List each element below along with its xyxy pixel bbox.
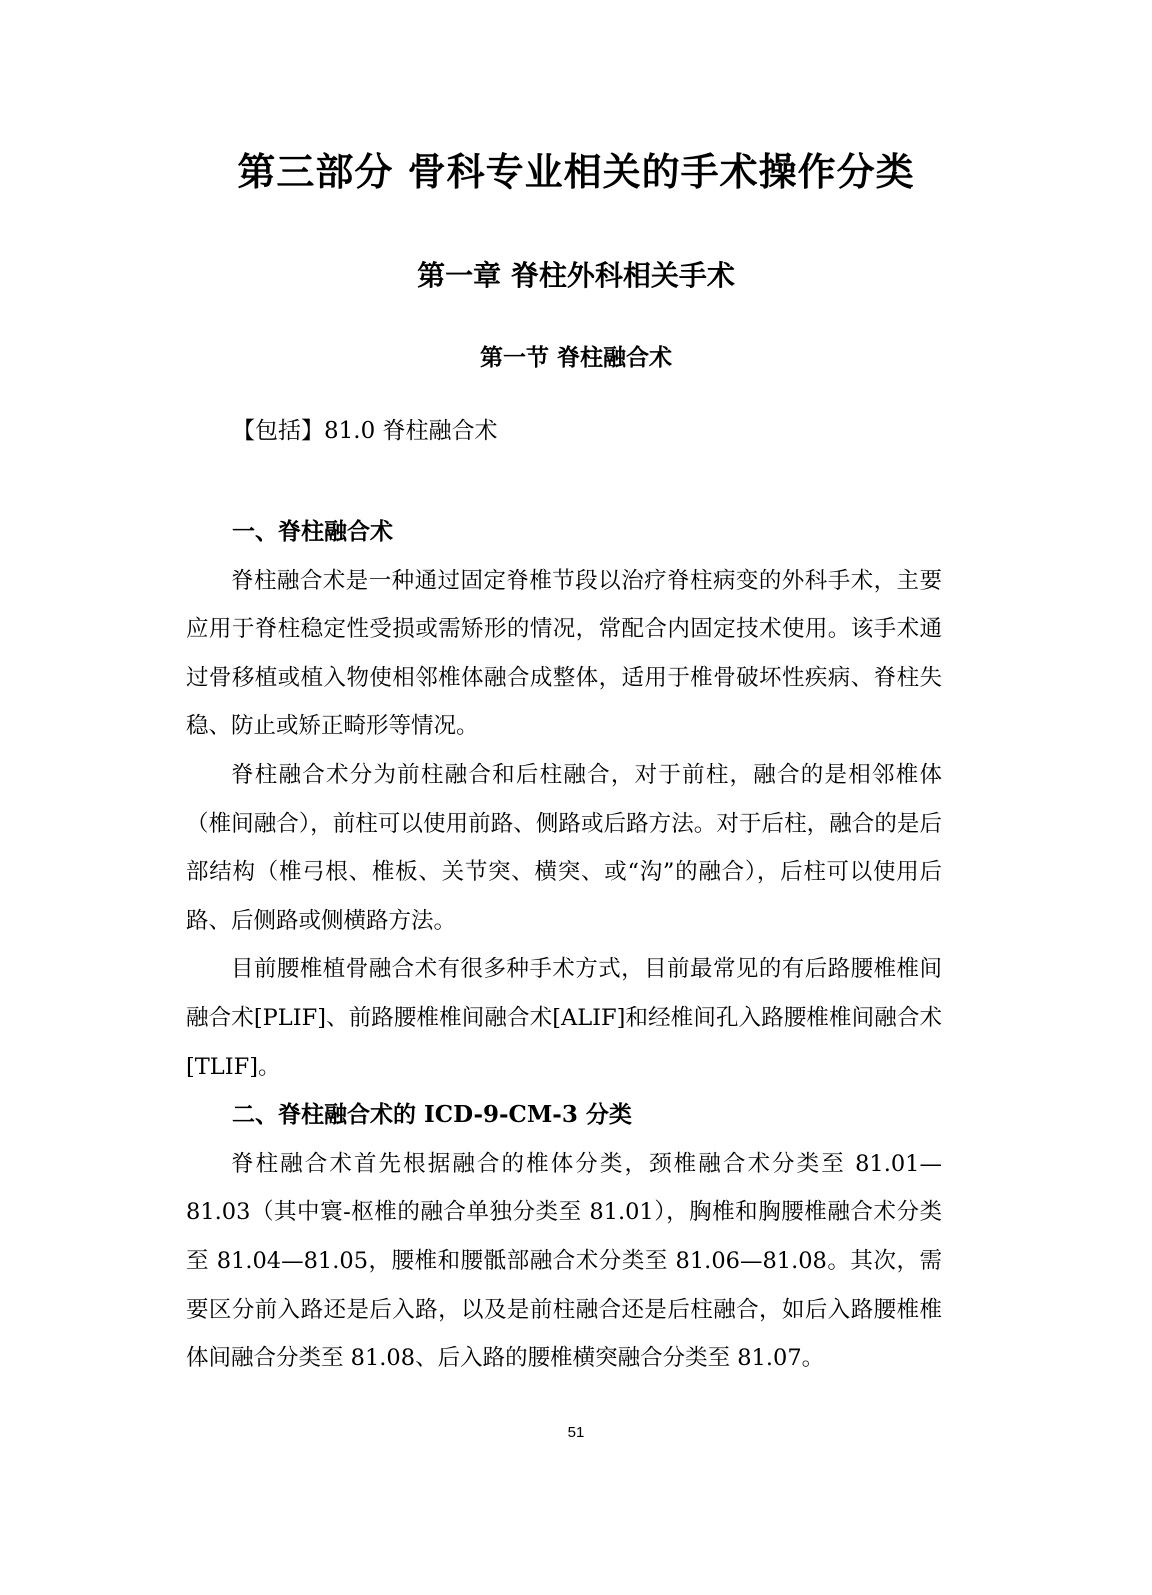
paragraph: 目前腰椎植骨融合术有很多种手术方式，目前最常见的有后路腰椎椎间融合术[PLIF]、前路腰椎椎间融合术[ALIF]和经椎间孔入路腰椎椎间融合术[TLIF]。 (186, 956, 942, 1080)
heading-spinal-fusion: 一、脊柱融合术 (232, 518, 393, 545)
part-title: 第三部分 骨科专业相关的手术操作分类 (237, 150, 915, 194)
paragraph: 脊柱融合术分为前柱融合和后柱融合，对于前柱，融合的是相邻椎体（椎间融合），前柱可以使用前路、侧路或后路方法。对于后柱，融合的是后部结构（椎弓根、椎板、关节突、横突、或“沟”的融合），后柱可以使用后路、后侧路或侧横路方法。 (186, 761, 942, 934)
chapter-title: 第一章 脊柱外科相关手术 (417, 259, 735, 292)
includes-line: 【包括】81.0 脊柱融合术 (232, 418, 498, 444)
paragraph: 脊柱融合术首先根据融合的椎体分类，颈椎融合术分类至 81.01—81.03（其中寰-枢椎的融合单独分类至 81.01），胸椎和胸腰椎融合术分类至 81.04—81.05，腰椎和腰骶部融合术分类至 81.06—81.08。其次，需要区分前入路还是后入路，以及是前柱融合还是后柱融合，如后入路腰椎椎体间融合分类至 81.08、后入路的腰椎横突融合分类至 81.07。 (186, 1150, 942, 1372)
body-text (186, 508, 942, 1383)
section-title: 第一节 脊柱融合术 (479, 344, 672, 371)
page-number: 51 (567, 1424, 585, 1441)
heading-icd-classification: 二、脊柱融合术的 ICD-9-CM-3 分类 (232, 1101, 632, 1129)
paragraph: 脊柱融合术是一种通过固定脊椎节段以治疗脊柱病变的外科手术，主要应用于脊柱稳定性受损或需矫形的情况，常配合内固定技术使用。该手术通过骨移植或植入物使相邻椎体融合成整体，适用于椎骨破坏性疾病、脊柱失稳、防止或矫正畸形等情况。 (186, 567, 942, 740)
